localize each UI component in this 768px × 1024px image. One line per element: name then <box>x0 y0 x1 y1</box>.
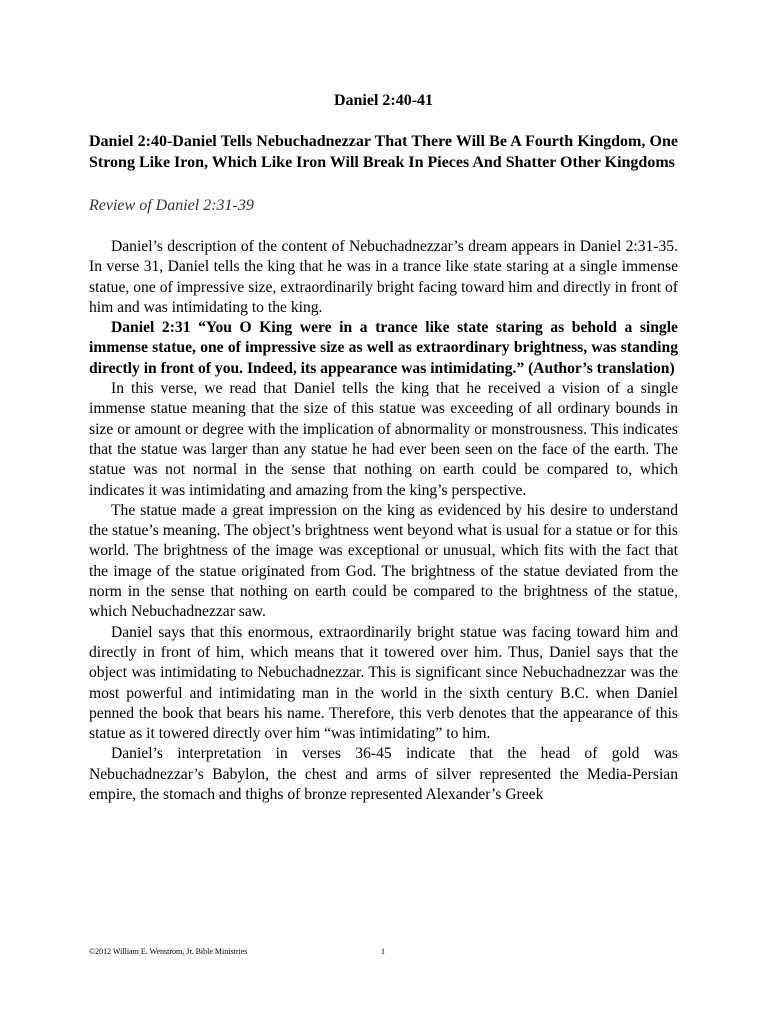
paragraph-5: Daniel’s interpretation in verses 36-45 indicate that the head of gold was Nebuchadnezzar’s Babylon, the chest and arms of silver represented the Media-Persian empire, the stomach and thighs of bronze represented Alexander’s Greek <box>89 745 678 804</box>
paragraph-3: The statue made a great impression on the king as evidenced by his desire to understand the statue’s meaning. The object’s brightness went beyond what is usual for a statue or for this world. The brightness of the image was exceptional or unusual, which fits with the fact that the image of the statue originated from God. The brightness of the statue deviated from the norm in the sense that nothing on earth could be compared to the brightness of the statue, which Nebuchadnezzar saw. <box>89 501 678 621</box>
paragraph-2: In this verse, we read that Daniel tells the king that he received a vision of a single immense statue meaning that the size of this statue was exceeding of all ordinary bounds in size or amount or degree with the implication of abnormality or monstrousness. This indicates that the statue was larger than any statue he had ever been seen on the face of the earth. The statue was not normal in the sense that nothing on earth could be compared to, which indicates it was intimidating and amazing from the king’s perspective. <box>89 380 678 499</box>
section-heading: Daniel 2:40-Daniel Tells Nebuchadnezzar That There Will Be A Fourth Kingdom, One Strong Like Iron, Which Like Iron Will Break In Pieces And Shatter Other Kingdoms <box>89 133 678 171</box>
page-content <box>89 92 678 805</box>
footer-page-number: 1 <box>381 947 385 956</box>
verse-text: “You O King were in a trance like state staring as behold a single immense statue, one of impressive size as well as extraordinary brightness, was standing directly in front of you. Indeed, its appearance was intimidating.” (Author’s translation) <box>89 319 678 377</box>
verse-reference: Daniel 2:31 <box>111 319 191 337</box>
paragraph-1: Daniel’s description of the content of Nebuchadnezzar’s dream appears in Daniel 2:31-35. In verse 31, Daniel tells the king that he was in a trance like state staring at a single immense statue, one of impressive size, extraordinarily bright facing toward him and directly in front of him and was intimidating to the king. <box>89 238 678 316</box>
verse-paragraph <box>89 318 678 379</box>
paragraph-4: Daniel says that this enormous, extraordinarily bright statue was facing toward him and directly in front of him, which means that it towered over him. Thus, Daniel says that the object was intimidating to Nebuchadnezzar. This is significant since Nebuchadnezzar was the most powerful and intimidating man in the world in the sixth century B.C. when Daniel penned the book that bears his name. Therefore, this verb denotes that the appearance of this statue as it towered directly over him “was intimidating” to him. <box>89 623 678 743</box>
footer-copyright: ©2012 William E. Wenstrom, Jr. Bible Ministries <box>89 947 248 956</box>
section-subheading: Review of Daniel 2:31-39 <box>89 197 254 214</box>
document-title: Daniel 2:40-41 <box>333 92 434 109</box>
